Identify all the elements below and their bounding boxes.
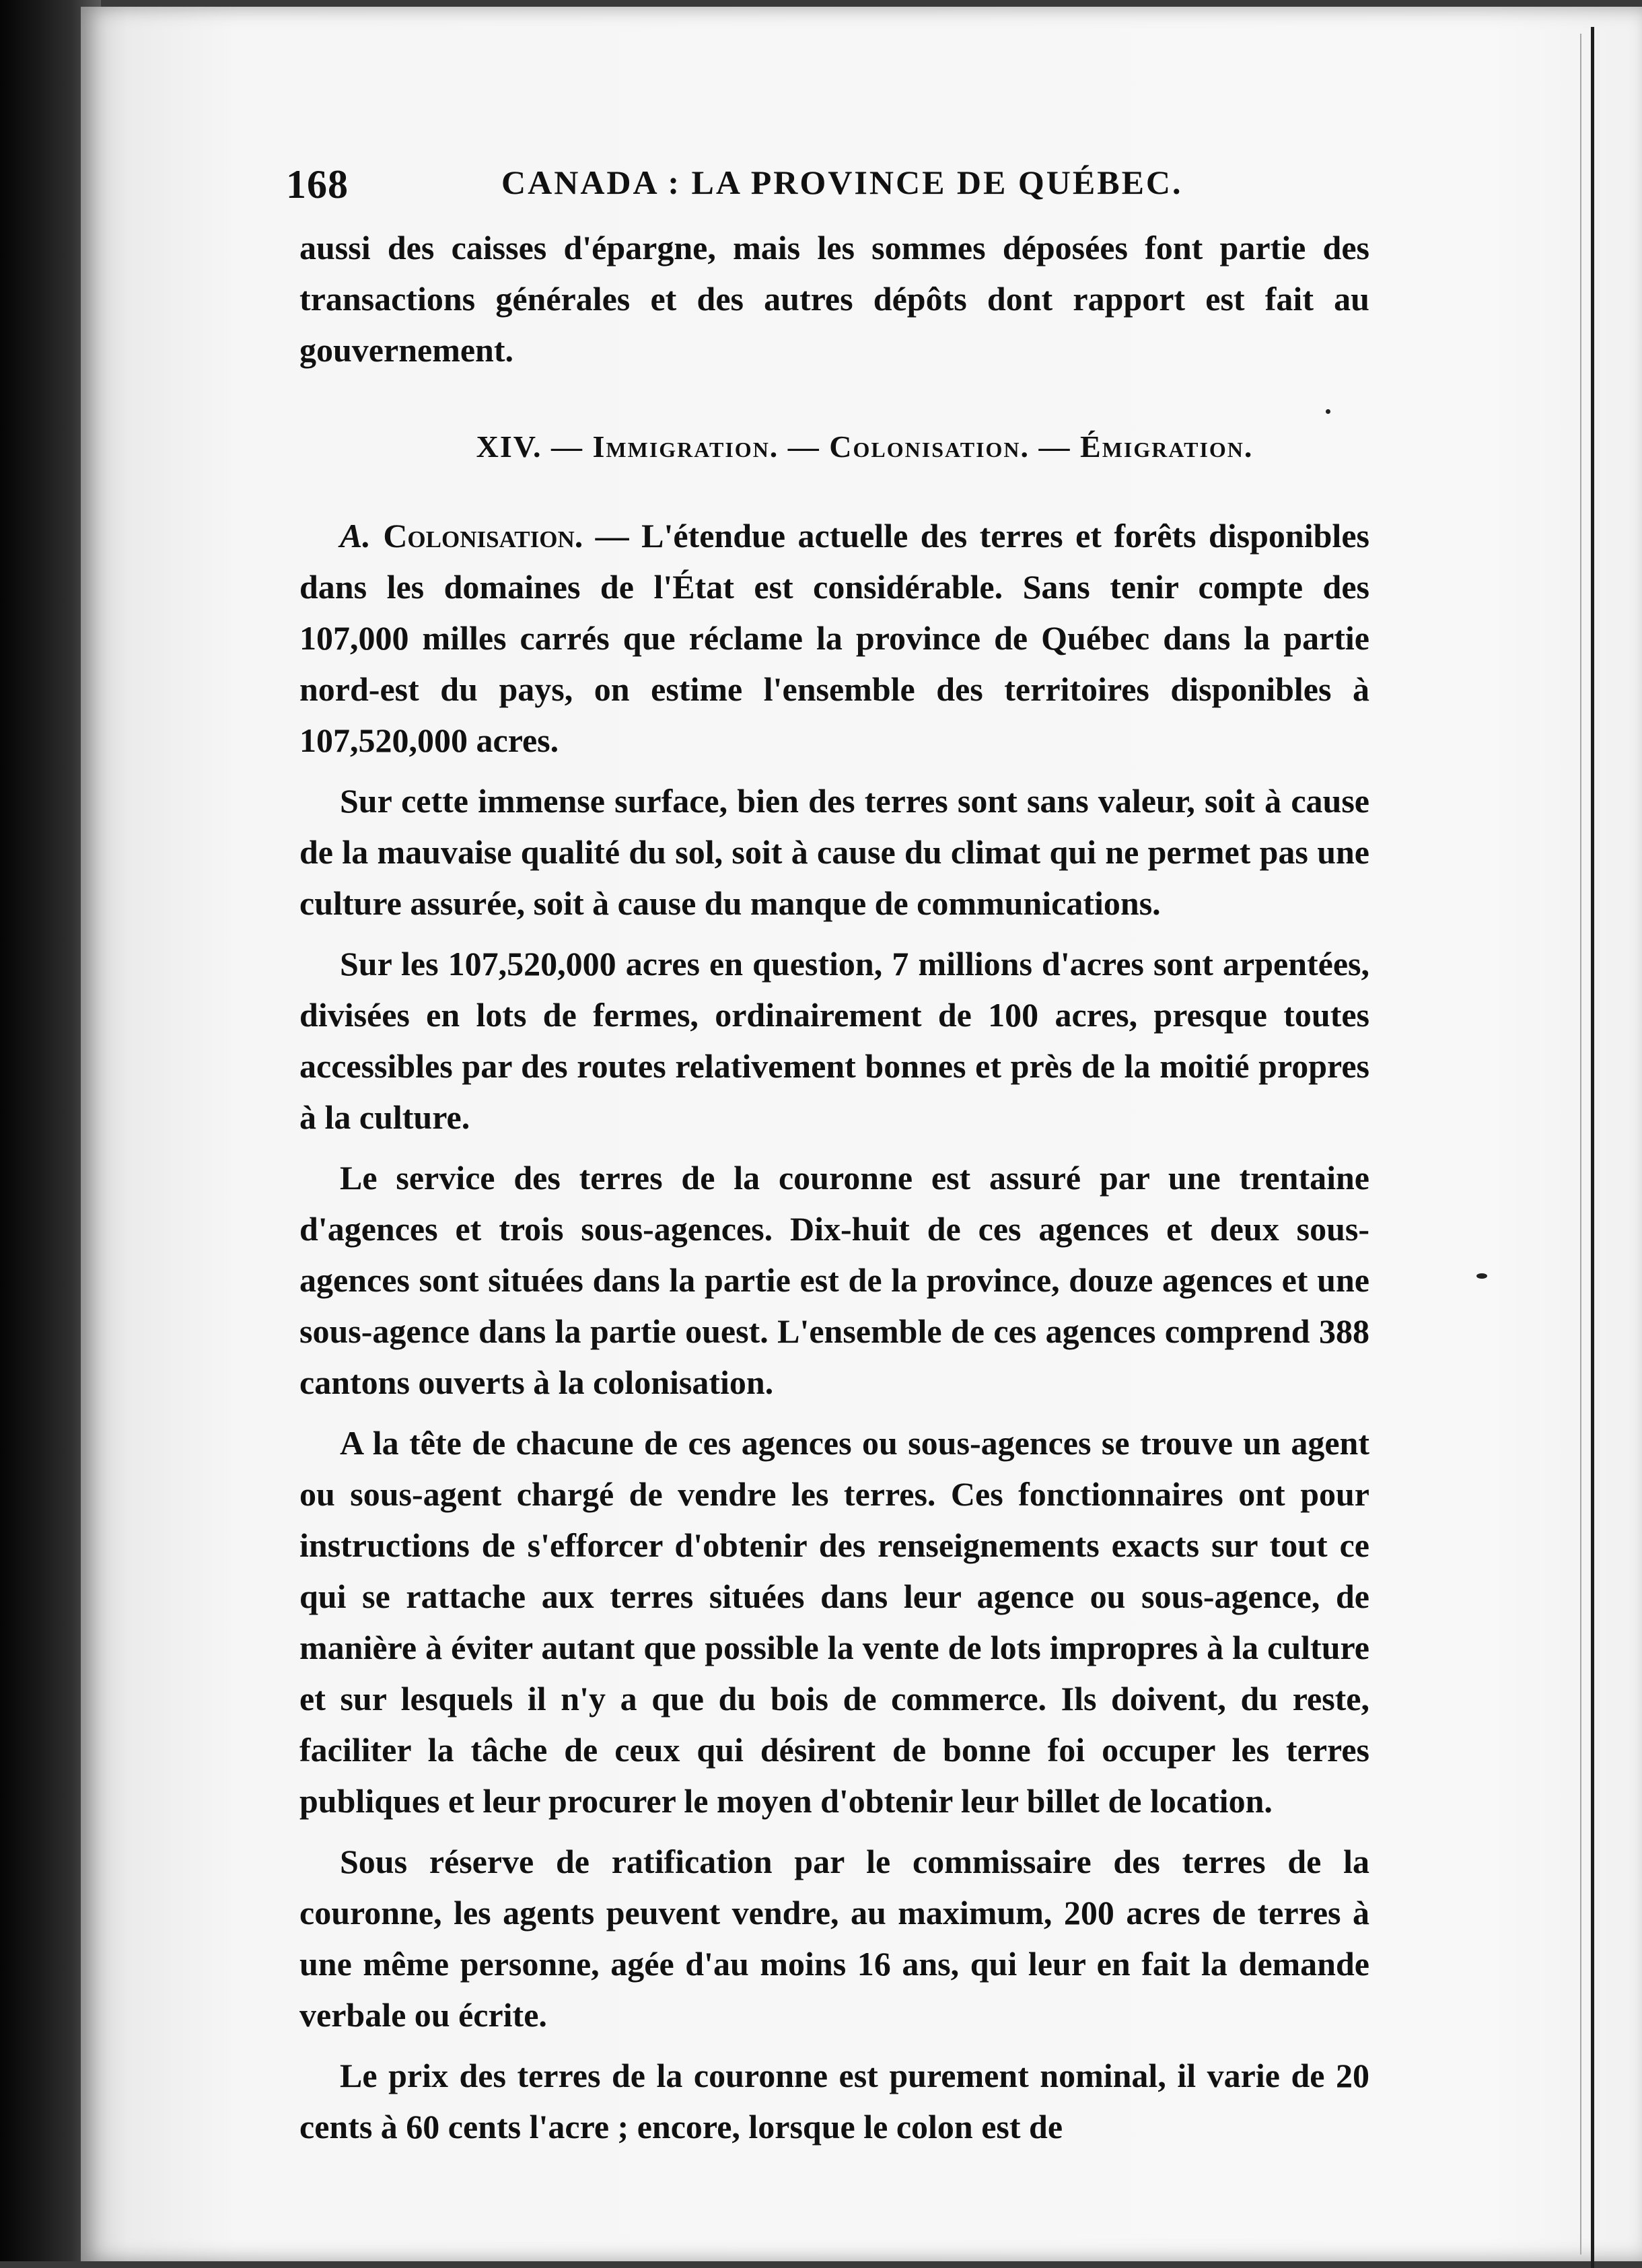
running-title: CANADA : LA PROVINCE DE QUÉBEC. (501, 164, 1183, 201)
page-number: 168 (286, 162, 349, 207)
page-edge-rule (1591, 27, 1594, 2268)
body-text (299, 222, 1369, 2152)
intro-paragraph: aussi des caisses d'épargne, mais les sommes déposées font partie des transactions générales et des autres dépôts dont rapport est fait au gouvernement. (299, 229, 1369, 369)
page-text (286, 162, 1369, 2162)
running-head (286, 162, 1369, 222)
paragraph-ratification: Sous réserve de ratification par le commissaire des terres de la couronne, les agents peuvent vendre, au maximum, 200 acres de terres à une même personne, agée d'au moins 16 ans, qui leur en fait la demande verbale ou écrite. (299, 1843, 1369, 2034)
paragraph-letter: A. (340, 517, 371, 555)
paragraph-prix: Le prix des terres de la couronne est purement nominal, il varie de 20 cents à 60 cents l'acre ; encore, lorsque le colon est de (299, 2057, 1369, 2146)
scan-speck (1476, 1273, 1487, 1279)
section-heading: XIV. — Immigration. — Colonisation. — Émigration. (476, 429, 1254, 464)
paragraph-text: L'étendue actuelle des terres et forêts disponibles dans les domaines de l'État est considérable. Sans tenir compte des 107,000 milles carrés que réclame la province de Québec dans la partie nord-est du pays, on estime l'ensemble des territoires disponibles à 107,520,000 acres. (299, 517, 1369, 759)
paragraph-acres: Sur les 107,520,000 acres en question, 7 millions d'acres sont arpentées, divisées en lots de fermes, ordinairement de 100 acres, presque toutes accessibles par des routes relativement bonnes et près de la moitié propres à la culture. (299, 945, 1369, 1136)
paragraph-label: Colonisation. — (383, 517, 629, 555)
paragraph-surface: Sur cette immense surface, bien des terres sont sans valeur, soit à cause de la mauvaise qualité du sol, soit à cause du climat qui ne permet pas une culture assurée, soit à cause du manque de communications. (299, 782, 1369, 922)
paragraph-colonisation (299, 510, 1369, 766)
paragraph-agents: A la tête de chacune de ces agences ou sous-agences se trouve un agent ou sous-agent chargé de vendre les terres. Ces fonctionnaires ont pour instructions de s'efforcer d'obtenir des renseignements exacts sur tout ce qui se rattache aux terres situées dans leur agence ou sous-agence, de manière à éviter autant que possible la vente de lots impropres à la culture et sur lesquels il n'y a que du bois de commerce. Ils doivent, du reste, faciliter la tâche de ceux qui désirent de bonne foi occuper les terres publiques et leur procurer le moyen d'obtenir leur billet de location. (299, 1424, 1369, 1820)
page-edge-shadow (1580, 34, 1581, 2255)
paragraph-agences: Le service des terres de la couronne est assuré par une trentaine d'agences et trois sous-agences. Dix-huit de ces agences et deux sous-agences sont situées dans la partie est de la province, douze agences et une sous-agence dans la partie ouest. L'ensemble de ces agences comprend 388 cantons ouverts à la colonisation. (299, 1159, 1369, 1401)
